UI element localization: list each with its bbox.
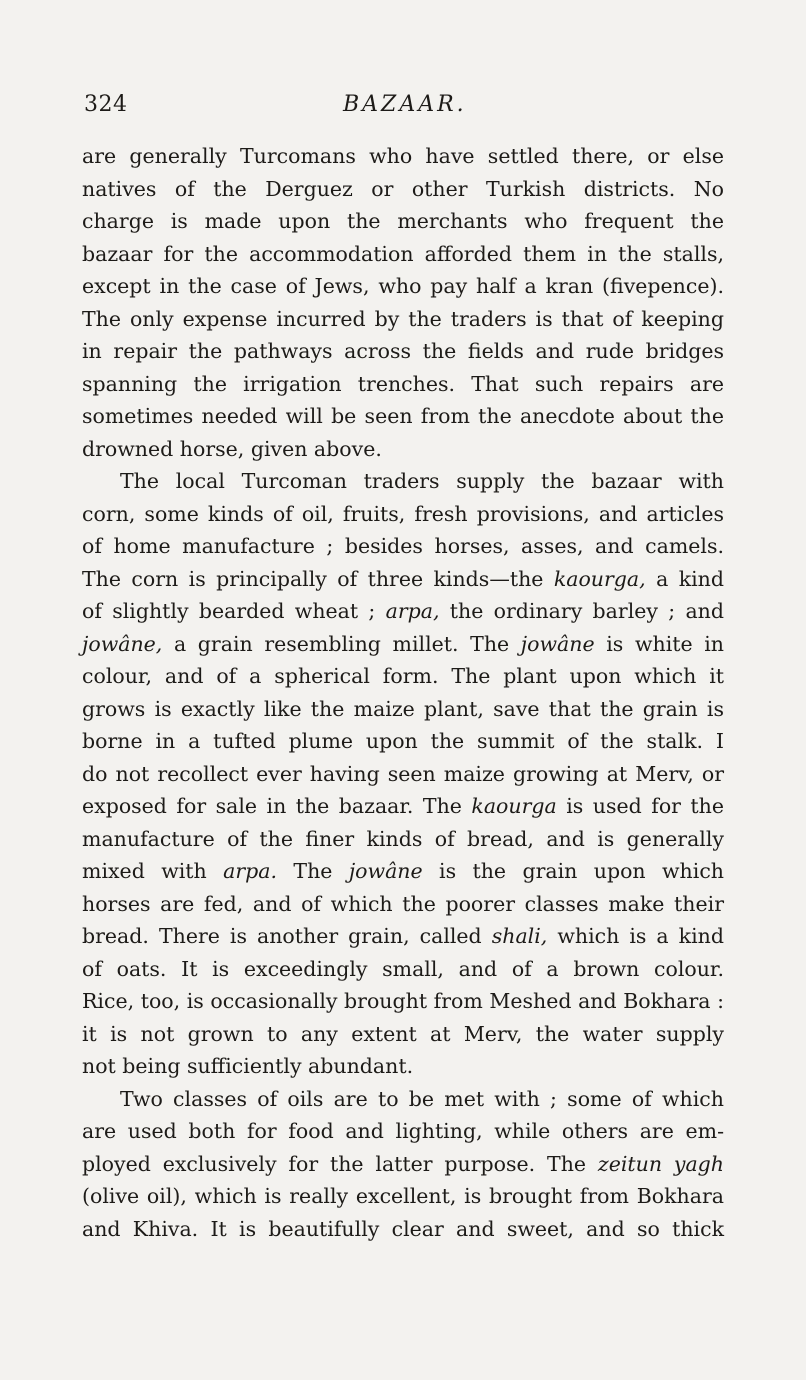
italic-term: kaourga	[471, 794, 557, 818]
text-segment: are generally Turcomans who have settled there, or else	[82, 144, 724, 168]
text-line	[82, 433, 724, 466]
text-segment: it is not grown to any extent at Merv, the water supply	[82, 1021, 724, 1046]
text-line	[82, 173, 724, 206]
italic-term: arpa.	[223, 859, 278, 883]
text-segment: in repair the pathways across the fields and rude bridges	[82, 339, 724, 363]
text-line	[82, 628, 724, 661]
text-segment: borne in a tufted plume upon the summit of the stalk. I	[82, 729, 724, 753]
italic-term: zeitun yagh	[597, 1151, 724, 1176]
text-segment: The only expense incurred by the traders is that of keeping	[82, 306, 724, 331]
text-segment: not being sufficiently abundant.	[82, 1054, 414, 1078]
text-segment: of oats. It is exceedingly small, and of a brown colour.	[82, 956, 724, 981]
italic-term: jowâne	[348, 859, 423, 883]
text-segment: manufacture of the finer kinds of bread, and is generally	[82, 826, 724, 851]
text-segment: The local Turcoman traders supply the bazaar with	[120, 469, 724, 493]
text-segment: drowned horse, given above.	[82, 436, 382, 461]
text-line	[82, 1148, 724, 1181]
text-segment: charge is made upon the merchants who frequent the	[82, 209, 724, 233]
page-number: 324	[84, 92, 128, 117]
page-header	[0, 92, 806, 122]
text-line	[82, 530, 724, 563]
text-line	[82, 498, 724, 531]
text-line	[82, 140, 724, 173]
text-line	[82, 758, 724, 791]
text-segment: horses are fed, and of which the poorer classes make their	[82, 891, 724, 916]
text-segment: is white in	[594, 631, 724, 656]
text-segment: bazaar for the accommodation afforded them in the stalls,	[82, 241, 724, 266]
body-text	[82, 140, 724, 1245]
text-line	[82, 303, 724, 336]
text-segment: a grain resembling millet. The	[162, 631, 521, 656]
text-segment: except in the case of Jews, who pay half a kran (fivepence).	[82, 274, 724, 298]
italic-term: arpa,	[385, 599, 440, 623]
text-line	[82, 888, 724, 921]
italic-term: shali,	[491, 924, 548, 948]
text-line	[82, 205, 724, 238]
text-line	[82, 790, 724, 823]
text-segment: of home manufacture ; besides horses, asses, and camels.	[82, 534, 724, 558]
text-line	[82, 465, 724, 498]
text-segment: exposed for sale in the bazaar. The	[82, 794, 472, 818]
text-segment: is the grain upon which	[422, 859, 725, 883]
text-line	[82, 1018, 724, 1051]
text-segment: are used both for food and lighting, while others are em-	[82, 1119, 724, 1143]
text-line	[82, 563, 724, 596]
text-line	[82, 725, 724, 758]
text-line	[82, 238, 724, 271]
text-line	[82, 335, 724, 368]
text-segment: grows is exactly like the maize plant, save that the grain is	[82, 696, 724, 721]
text-segment: which is a kind	[547, 924, 724, 948]
text-segment: natives of the Derguez or other Turkish districts. No	[82, 176, 724, 201]
text-line	[82, 1115, 724, 1148]
text-line	[82, 368, 724, 401]
text-line	[82, 595, 724, 628]
text-line	[82, 660, 724, 693]
text-line	[82, 1180, 724, 1213]
text-segment: colour, and of a spherical form. The plant upon which it	[82, 664, 724, 688]
text-line	[82, 400, 724, 433]
italic-term: kaourga,	[553, 566, 646, 591]
text-segment: sometimes needed will be seen from the anecdote about the	[82, 404, 724, 428]
text-line	[82, 270, 724, 303]
text-segment: bread. There is another grain, called	[82, 924, 492, 948]
text-line	[82, 953, 724, 986]
text-segment: (olive oil), which is really excellent, is brought from Bokhara	[82, 1184, 724, 1208]
running-head: BAZAAR.	[343, 92, 467, 117]
text-segment: mixed with	[82, 859, 224, 883]
text-segment: the ordinary barley ; and	[439, 599, 725, 623]
text-segment: a kind	[645, 566, 724, 591]
text-segment: of slightly bearded wheat ;	[82, 599, 386, 623]
text-segment: The	[277, 859, 349, 883]
italic-term: jowâne,	[82, 631, 163, 656]
text-segment: and Khiva. It is beautifully clear and sweet, and so thick	[82, 1216, 724, 1241]
text-line	[82, 1213, 724, 1246]
text-segment: corn, some kinds of oil, fruits, fresh provisions, and articles	[82, 501, 724, 526]
text-line	[82, 855, 724, 888]
text-segment: Rice, too, is occasionally brought from Meshed and Bokhara :	[82, 989, 724, 1013]
text-segment: spanning the irrigation trenches. That such repairs are	[82, 371, 724, 396]
text-segment: is used for the	[556, 794, 725, 818]
text-segment: do not recollect ever having seen maize growing at Merv, or	[82, 761, 724, 786]
text-line	[82, 1050, 724, 1083]
text-line	[82, 693, 724, 726]
text-segment: The corn is principally of three kinds—the	[82, 566, 554, 591]
text-line	[82, 985, 724, 1018]
text-segment: Two classes of oils are to be met with ; some of which	[120, 1086, 724, 1111]
text-line	[82, 920, 724, 953]
text-line	[82, 823, 724, 856]
text-segment: ployed exclusively for the latter purpose. The	[82, 1151, 598, 1176]
italic-term: jowâne	[520, 631, 595, 656]
text-line	[82, 1083, 724, 1116]
